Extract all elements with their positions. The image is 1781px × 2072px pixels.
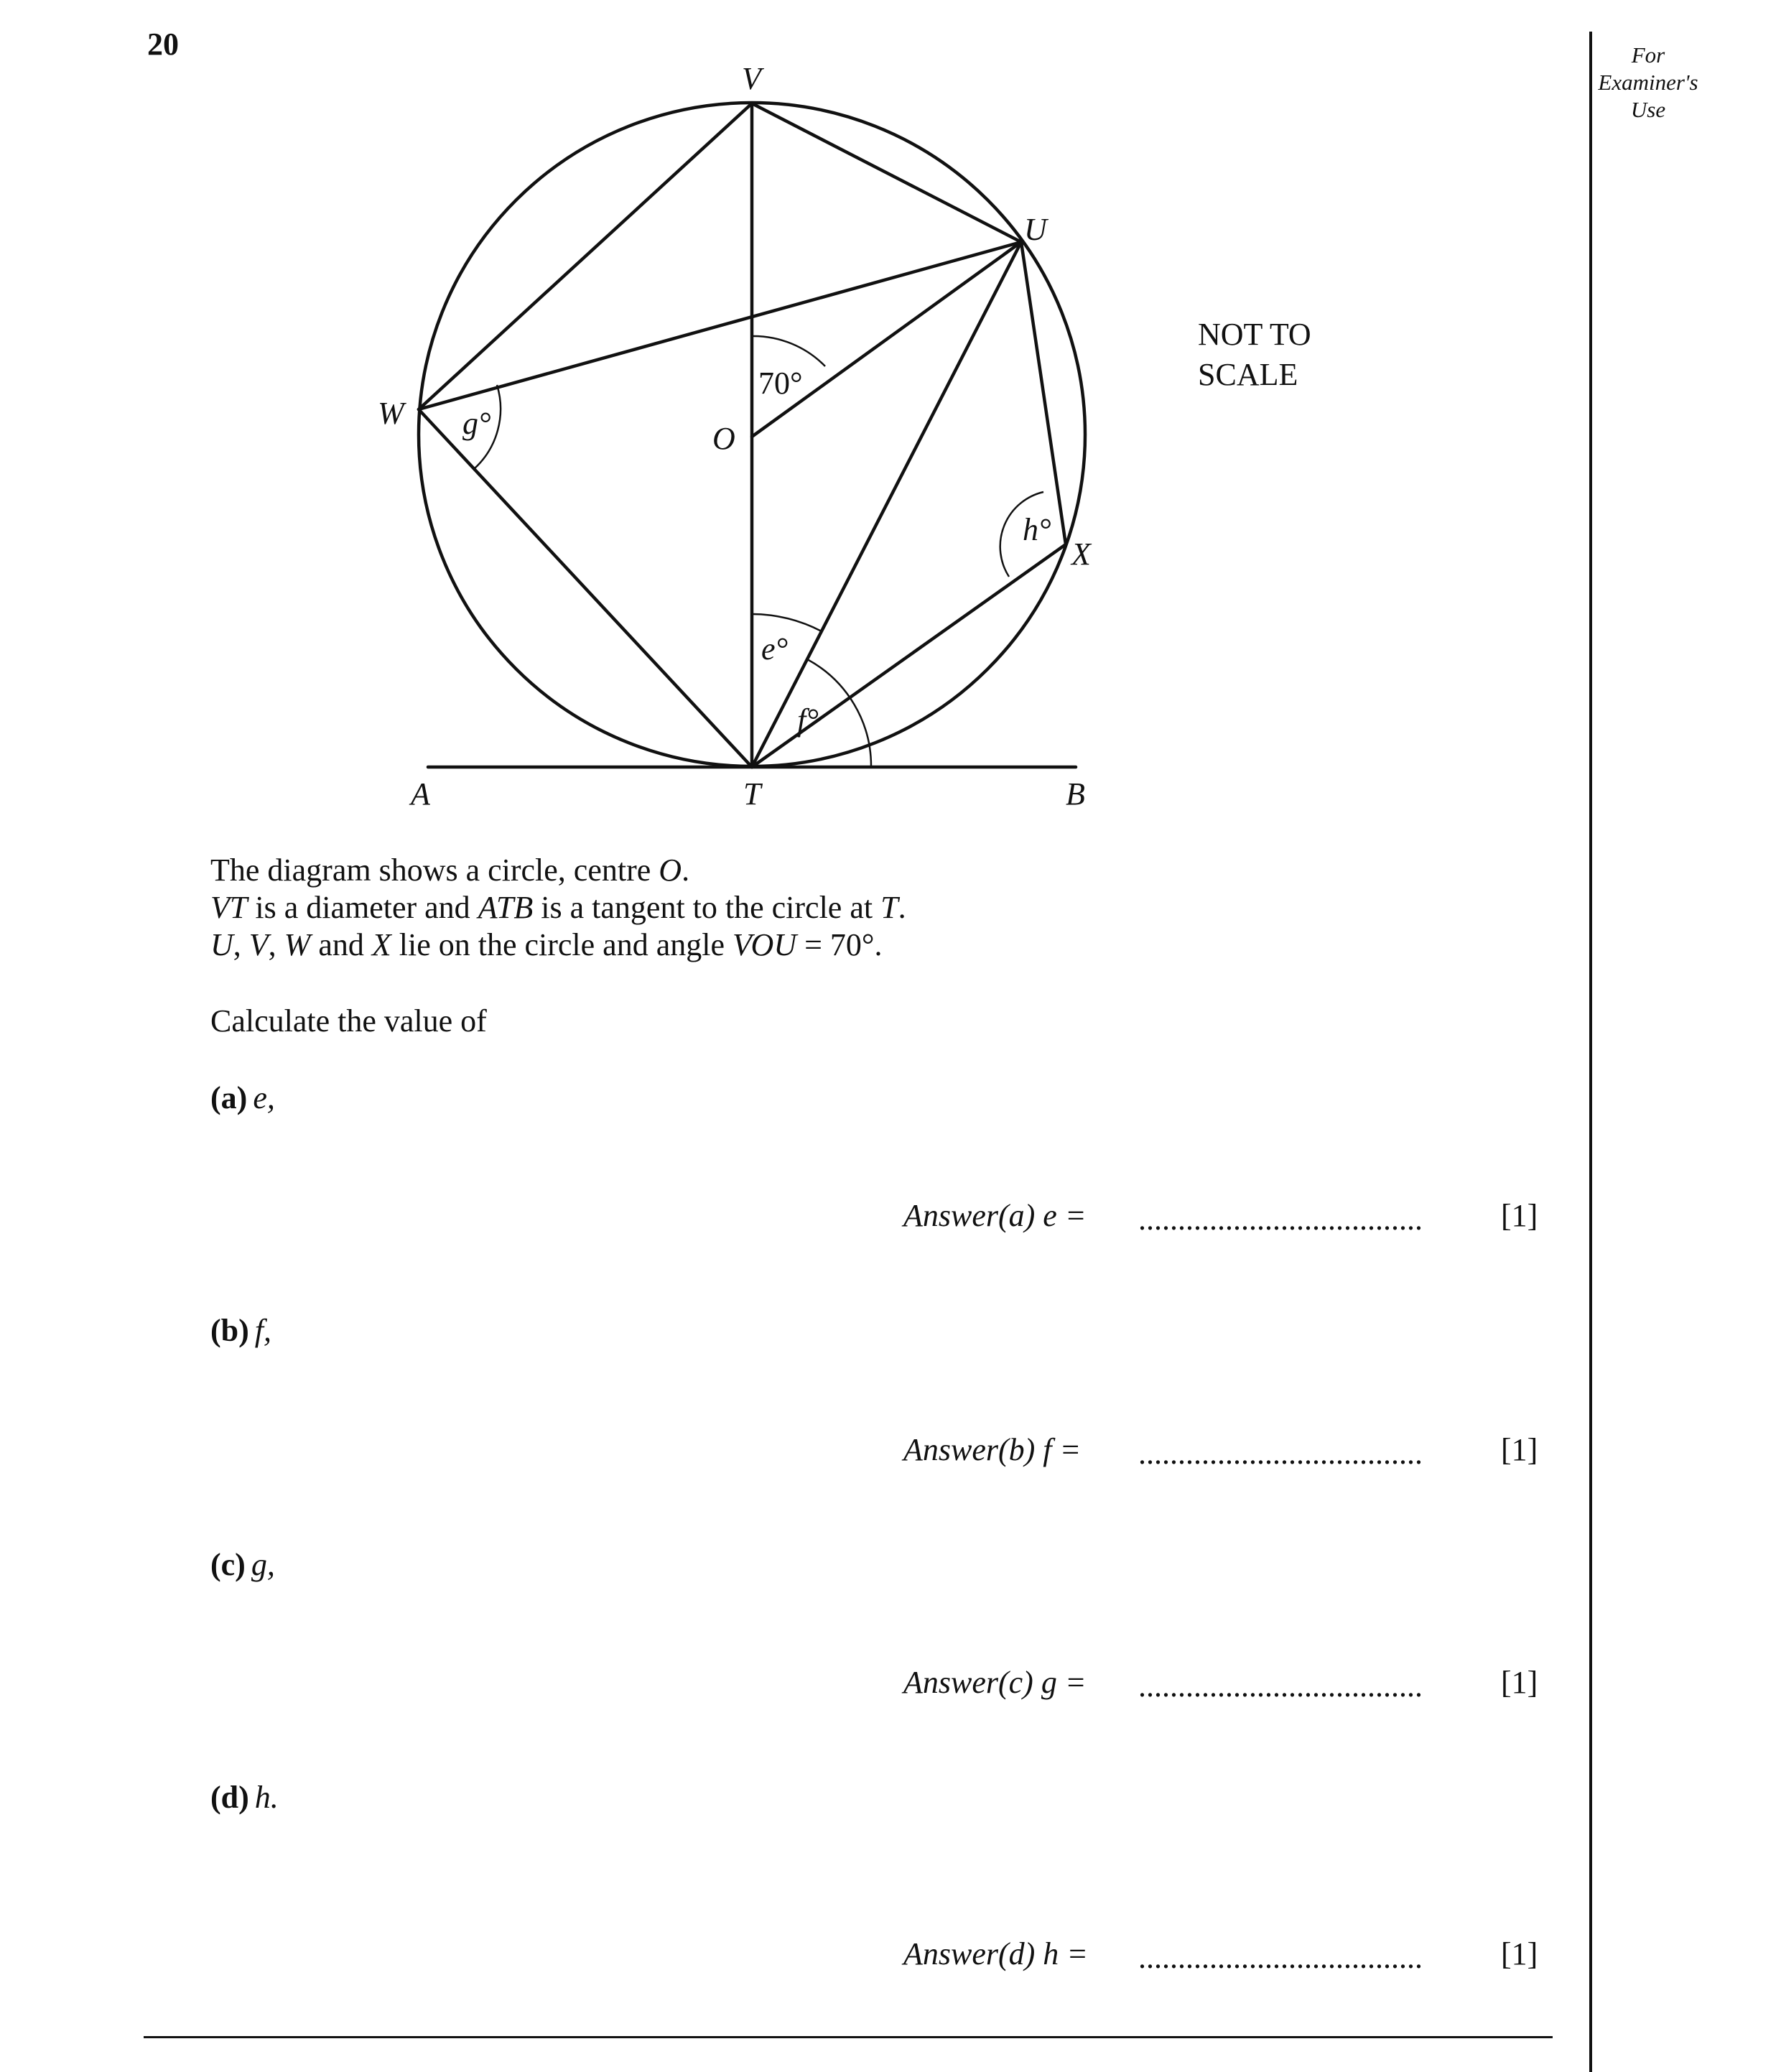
answer-field-d[interactable]: .................................... xyxy=(1138,1940,1423,1975)
part-a xyxy=(210,1079,275,1116)
examiner-use-label: For Examiner's Use xyxy=(1598,42,1698,122)
not-to-scale-note xyxy=(1198,315,1311,395)
calculate-instruction: Calculate the value of xyxy=(210,1003,487,1039)
not-to-scale-line2: SCALE xyxy=(1198,357,1298,392)
point-label-v: V xyxy=(742,61,761,96)
intro-text: = 70°. xyxy=(796,927,883,962)
part-variable: f, xyxy=(254,1313,272,1348)
answer-label-a: Answer(a) e = xyxy=(903,1198,1087,1233)
angle-label-h: h° xyxy=(1023,512,1051,547)
intro-var: X xyxy=(371,927,391,962)
intro-text: , xyxy=(268,927,284,962)
part-variable: h. xyxy=(254,1780,279,1815)
part-variable: e, xyxy=(253,1080,275,1115)
part-d xyxy=(210,1779,279,1816)
intro-var: U xyxy=(210,927,233,962)
answer-label-d: Answer(d) h = xyxy=(903,1936,1088,1971)
intro-text: is a diameter and xyxy=(247,890,478,925)
point-label-o: O xyxy=(712,421,735,456)
answer-field-a[interactable]: .................................... xyxy=(1138,1202,1423,1237)
part-b xyxy=(210,1312,271,1349)
radius-ou xyxy=(752,242,1021,437)
part-label: (d) xyxy=(210,1780,249,1815)
part-label: (a) xyxy=(210,1080,248,1115)
intro-var: ATB xyxy=(478,890,534,925)
question-number: 20 xyxy=(147,27,179,62)
intro-text: The diagram shows a circle, centre xyxy=(210,853,659,888)
intro-text: . xyxy=(682,853,690,888)
part-variable: g, xyxy=(251,1547,275,1582)
answer-field-b[interactable]: .................................... xyxy=(1138,1436,1423,1471)
answer-field-c[interactable]: .................................... xyxy=(1138,1668,1423,1704)
chord-vu xyxy=(752,103,1021,242)
answer-label-b: Answer(b) f = xyxy=(903,1432,1082,1467)
mark-b: [1] xyxy=(1501,1432,1538,1467)
chord-ut xyxy=(752,242,1021,767)
intro-line-1 xyxy=(210,851,689,889)
answer-label-c: Answer(c) g = xyxy=(903,1665,1087,1700)
intro-var: VT xyxy=(210,890,248,925)
mark-d: [1] xyxy=(1501,1936,1538,1971)
intro-line-3 xyxy=(210,926,883,964)
point-label-w: W xyxy=(378,396,404,431)
angle-label-g: g° xyxy=(462,406,491,441)
part-label: (c) xyxy=(210,1547,246,1582)
intro-var: V xyxy=(248,927,269,962)
angle-label-f: f° xyxy=(797,702,819,738)
intro-text: and xyxy=(310,927,372,962)
mark-c: [1] xyxy=(1501,1665,1538,1700)
intro-text: is a tangent to the circle at xyxy=(533,890,881,925)
point-label-x: X xyxy=(1071,536,1091,572)
intro-var: O xyxy=(659,853,682,888)
point-label-a: A xyxy=(411,776,430,812)
intro-text: lie on the circle and angle xyxy=(391,927,733,962)
part-c xyxy=(210,1546,275,1583)
angle-arc-vou xyxy=(752,336,825,366)
angle-label-e: e° xyxy=(761,631,789,666)
chord-wt xyxy=(419,409,752,767)
intro-var: T xyxy=(880,890,898,925)
angle-arc-e xyxy=(752,614,822,631)
intro-var: W xyxy=(284,927,311,962)
intro-line-2 xyxy=(210,888,906,926)
point-label-b: B xyxy=(1066,776,1085,812)
intro-var: VOU xyxy=(732,927,797,962)
not-to-scale-line1: NOT TO xyxy=(1198,317,1311,352)
part-label: (b) xyxy=(210,1313,249,1348)
intro-text: . xyxy=(898,890,906,925)
mark-a: [1] xyxy=(1501,1198,1538,1233)
angle-label-vou: 70° xyxy=(758,366,803,401)
page-footer-rule xyxy=(144,2036,1553,2038)
point-label-t: T xyxy=(743,776,761,812)
point-label-u: U xyxy=(1024,212,1047,247)
intro-text: , xyxy=(233,927,249,962)
